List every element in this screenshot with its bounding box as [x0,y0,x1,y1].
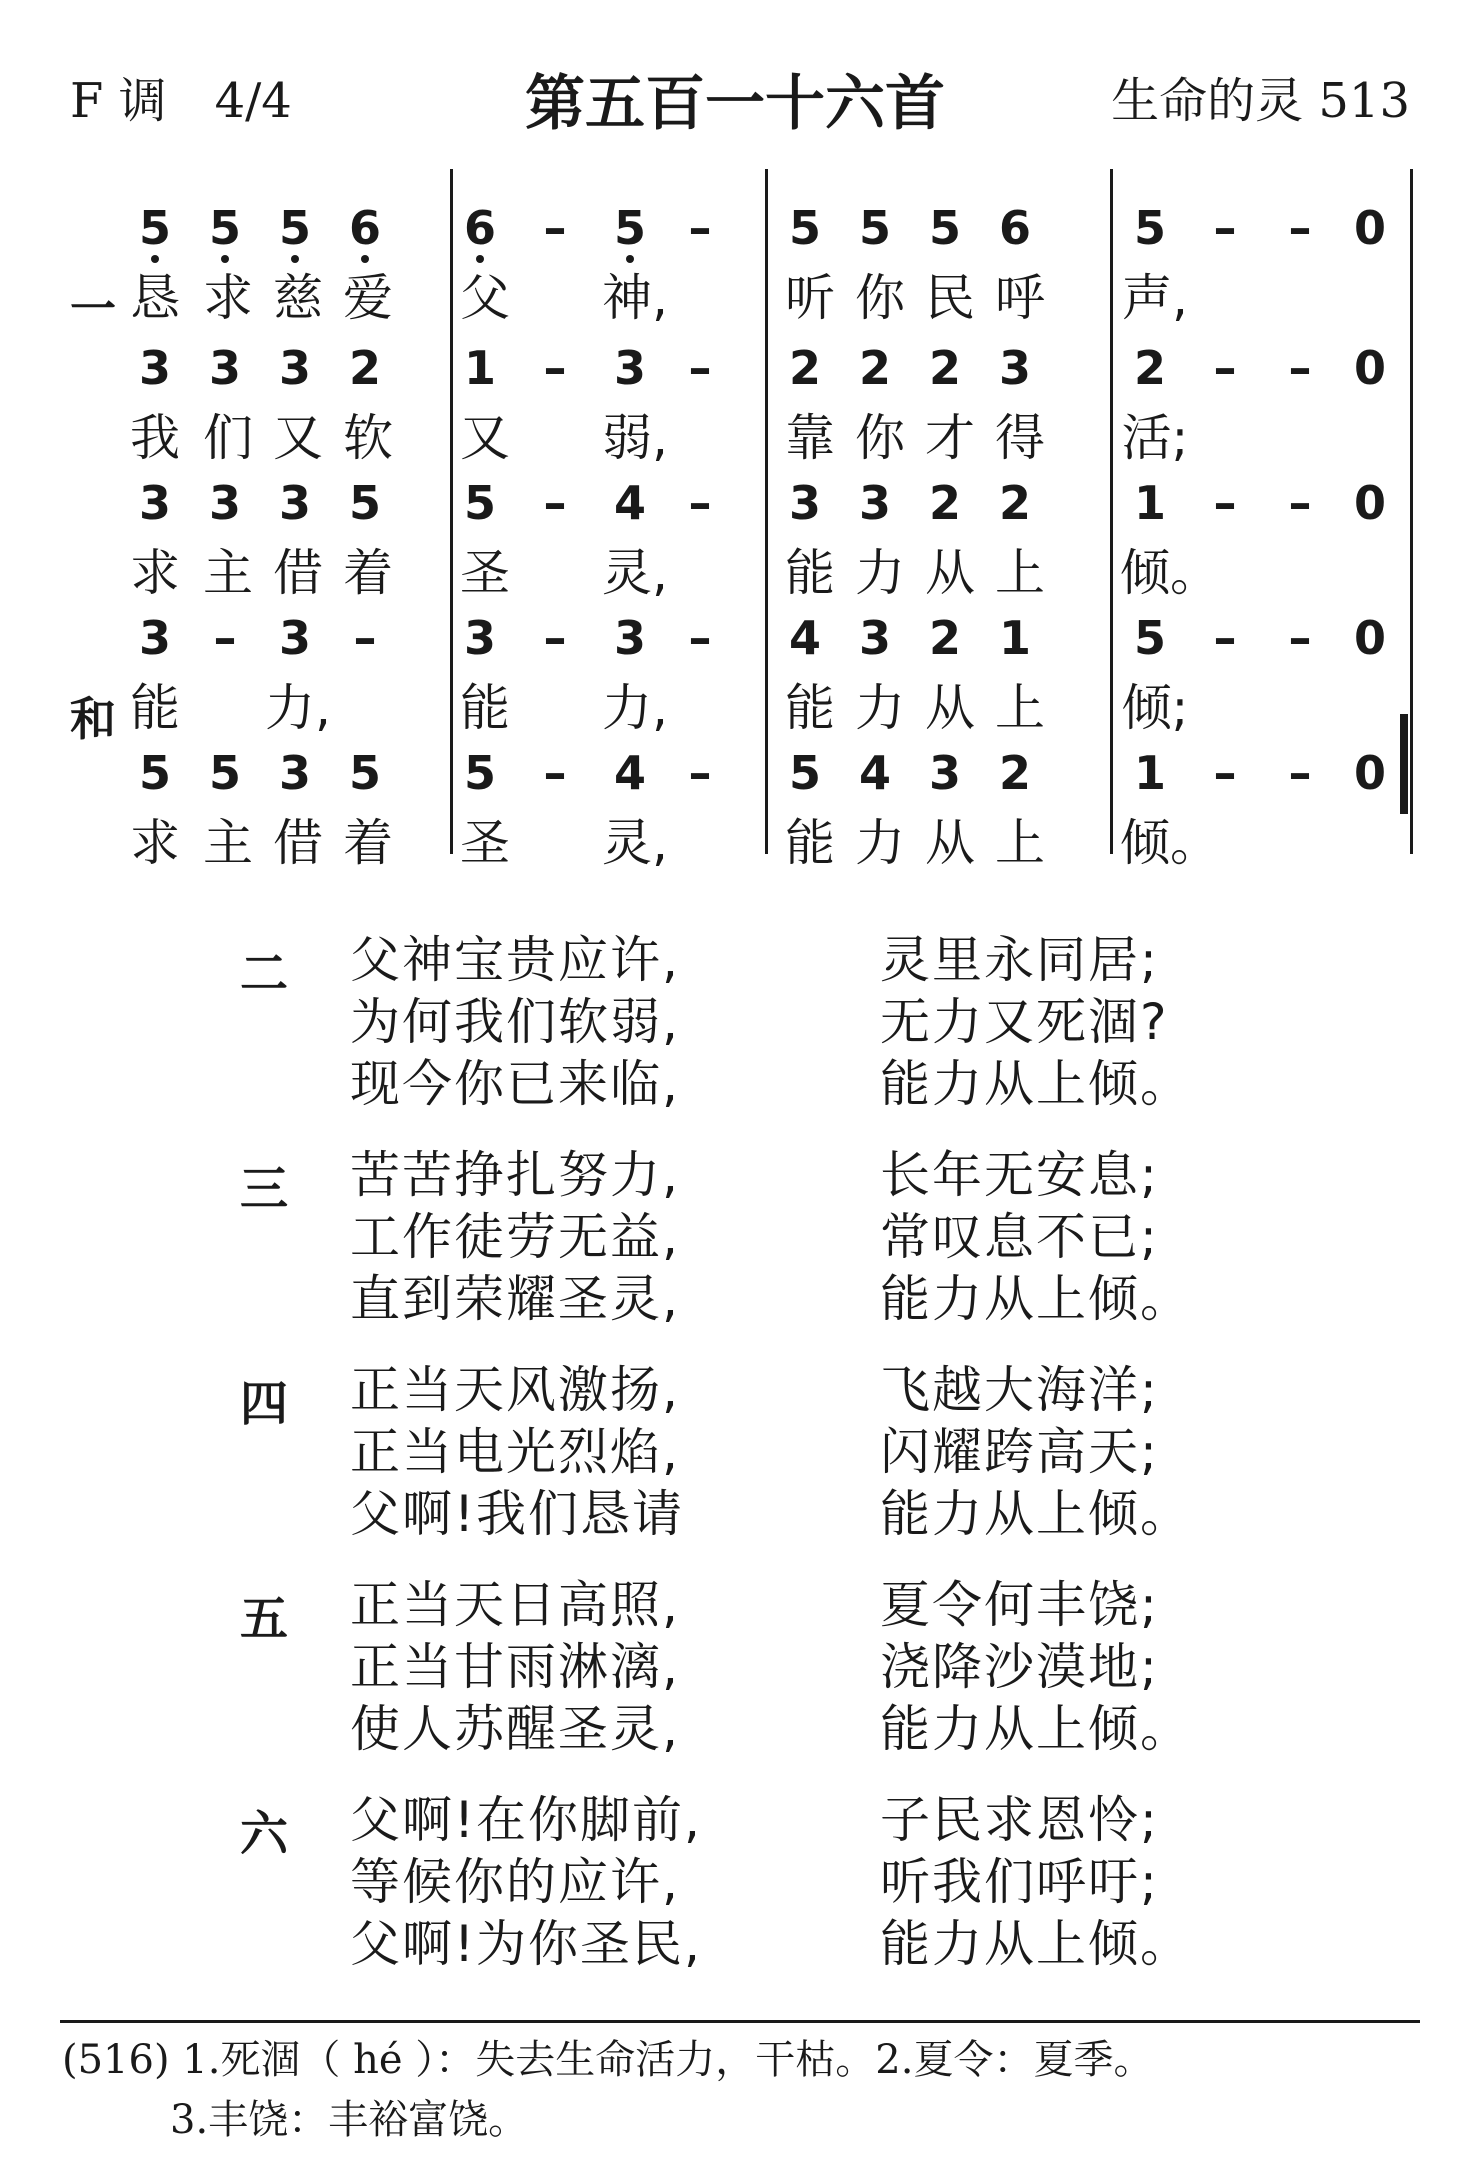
verse-line: 为何我们软弱, [350,993,680,1051]
verse-number: 二 [240,946,289,1002]
note: 3 [278,611,311,665]
lyric-syllable: 又 [460,409,510,467]
note: – [543,476,567,530]
note: – [1213,746,1237,800]
note: 5 [138,746,171,800]
row-label: 一 [70,282,116,336]
note: 3 [998,341,1031,395]
lyric-syllable: 民 [925,269,975,327]
note: 3 [928,746,961,800]
lyric-syllable: 爱 [343,269,393,327]
note: 2 [788,341,821,395]
note: 0 [1353,476,1386,530]
verse-number: 五 [240,1591,289,1647]
bar-line [1110,309,1113,449]
note: 3 [278,476,311,530]
note: 5 [788,746,821,800]
verse-line: 夏令何丰饶; [880,1576,1159,1634]
note: – [688,746,712,800]
note: 3 [278,341,311,395]
lyric-syllable: 主 [203,814,253,872]
lyric-syllable: 灵, [602,814,668,872]
note: – [1288,341,1312,395]
note: 3 [138,476,171,530]
note: 3 [138,611,171,665]
lower-octave-dot [626,255,634,263]
lyric-syllable: 靠 [785,409,835,467]
bar-line [1410,169,1413,309]
lyric-syllable: 才 [925,409,975,467]
lyric-syllable: 力, [265,679,331,737]
note: 5 [1133,201,1166,255]
bar-line [1410,579,1413,719]
verse-line: 正当天风激扬, [350,1361,680,1419]
lyric-syllable: 得 [995,409,1045,467]
lyric-syllable: 力 [855,814,905,872]
note: 0 [1353,611,1386,665]
note: 5 [278,201,311,255]
note: 3 [788,476,821,530]
note: 5 [208,746,241,800]
lyric-syllable: 慈 [273,269,323,327]
lyric-syllable: 着 [343,814,393,872]
lyric-syllable: 能 [785,814,835,872]
bar-line [1410,714,1413,854]
note: 5 [613,201,646,255]
note: 2 [998,476,1031,530]
verse-line: 浇降沙漠地; [880,1638,1159,1696]
lyric-syllable: 神, [602,269,668,327]
note: 3 [858,476,891,530]
lyric-syllable: 听 [785,269,835,327]
lower-octave-dot [291,255,299,263]
verse-line: 常叹息不已; [880,1208,1159,1266]
verse-line: 正当甘雨淋漓, [350,1638,680,1696]
note: 2 [348,341,381,395]
lyric-syllable: 从 [925,814,975,872]
verse-line: 父啊!在你脚前, [350,1791,702,1849]
note: – [1288,746,1312,800]
verse-line: 闪耀跨高天; [880,1423,1159,1481]
note: 5 [348,476,381,530]
note: 5 [858,201,891,255]
bar-line [765,444,768,584]
lyric-syllable: 力 [855,679,905,737]
verse-line: 现今你已来临, [350,1055,680,1113]
final-bar-line [1400,714,1408,814]
lyric-syllable: 又 [273,409,323,467]
note: 1 [1133,746,1166,800]
note: – [543,611,567,665]
footnote-line-1: (516) 1.死涸（ hé ）：失去生命活力，干枯。2.夏令：夏季。 [62,2037,1154,2083]
note: 5 [463,746,496,800]
note: – [543,201,567,255]
lyric-syllable: 我 [130,409,180,467]
note: 1 [1133,476,1166,530]
note: – [688,341,712,395]
note: 4 [613,746,646,800]
note: 5 [208,201,241,255]
lyric-syllable: 能 [130,679,180,737]
footnote-rule [60,2020,1420,2023]
note: 6 [348,201,381,255]
note: – [1288,611,1312,665]
lower-octave-dot [476,255,484,263]
note: 2 [928,341,961,395]
verse-line: 无力又死涸? [880,993,1169,1051]
bar-line [1410,309,1413,449]
note: 5 [788,201,821,255]
lyric-syllable: 从 [925,679,975,737]
lower-octave-dot [221,255,229,263]
note: 4 [858,746,891,800]
note: 3 [278,746,311,800]
verse-line: 长年无安息; [880,1146,1159,1204]
note: – [543,746,567,800]
verse-line: 能力从上倾。 [880,1700,1192,1758]
lyric-syllable: 主 [203,544,253,602]
note: 3 [613,341,646,395]
lyric-syllable: 软 [343,409,393,467]
lyric-syllable: 们 [203,409,253,467]
note: 2 [858,341,891,395]
verse-number: 六 [240,1806,289,1862]
note: 6 [998,201,1031,255]
verse-line: 能力从上倾。 [880,1270,1192,1328]
lyric-syllable: 圣 [460,814,510,872]
lyric-syllable: 你 [855,269,905,327]
verse-line: 子民求恩怜; [880,1791,1159,1849]
bar-line [1110,579,1113,719]
verse-line: 父啊!为你圣民, [350,1915,702,1973]
note: 3 [138,341,171,395]
note: – [1213,341,1237,395]
verse-line: 能力从上倾。 [880,1485,1192,1543]
note: 2 [928,611,961,665]
lyric-syllable: 求 [130,544,180,602]
lower-octave-dot [361,255,369,263]
note: 0 [1353,746,1386,800]
verse-line: 直到荣耀圣灵, [350,1270,680,1328]
note: – [1213,476,1237,530]
lyric-syllable: 倾; [1121,679,1189,737]
note: – [213,611,237,665]
lyric-syllable: 着 [343,544,393,602]
lyric-syllable: 能 [460,679,510,737]
key-and-time-signature: F 调 4/4 [70,73,292,129]
verse-line: 听我们呼吁; [880,1853,1159,1911]
note: 0 [1353,201,1386,255]
verse-line: 父神宝贵应许, [350,931,680,989]
lyric-syllable: 力, [602,679,668,737]
note: 1 [463,341,496,395]
lyric-syllable: 能 [785,679,835,737]
note: 5 [138,201,171,255]
footnote-line-2: 3.丰饶：丰裕富饶。 [170,2097,529,2143]
bar-line [765,714,768,854]
note: 1 [998,611,1031,665]
lyric-syllable: 求 [203,269,253,327]
verse-line: 灵里永同居; [880,931,1159,989]
note: – [1288,201,1312,255]
note: 3 [208,341,241,395]
lyric-syllable: 力 [855,544,905,602]
note: 3 [208,476,241,530]
bar-line [1110,169,1113,309]
note: 6 [463,201,496,255]
lyric-syllable: 上 [995,544,1045,602]
note: 5 [348,746,381,800]
lyric-syllable: 求 [130,814,180,872]
note: 5 [463,476,496,530]
note: – [688,201,712,255]
lyric-syllable: 借 [273,814,323,872]
note: – [1288,476,1312,530]
row-label: 和 [70,692,116,746]
verse-line: 能力从上倾。 [880,1915,1192,1973]
lyric-syllable: 上 [995,814,1045,872]
lyric-syllable: 弱, [602,409,668,467]
lyric-syllable: 借 [273,544,323,602]
note: – [688,611,712,665]
lyric-syllable: 倾。 [1120,814,1220,872]
hymn-source: 生命的灵 513 [1111,73,1410,129]
lyric-syllable: 你 [855,409,905,467]
note: 5 [928,201,961,255]
note: – [353,611,377,665]
verse-line: 正当电光烈焰, [350,1423,680,1481]
bar-line [1110,444,1113,584]
note: – [1213,201,1237,255]
lyric-syllable: 活; [1121,409,1189,467]
bar-line [1410,444,1413,584]
lyric-syllable: 父 [460,269,510,327]
lyric-syllable: 圣 [460,544,510,602]
verse-line: 等候你的应许, [350,1853,680,1911]
verse-number: 三 [240,1161,289,1217]
lyric-syllable: 恳 [130,269,180,327]
lower-octave-dot [151,255,159,263]
lyric-syllable: 上 [995,679,1045,737]
note: – [543,341,567,395]
hymn-title: 第五百一十六首 [525,69,945,139]
note: 4 [613,476,646,530]
verse-line: 飞越大海洋; [880,1361,1159,1419]
lyric-syllable: 呼 [995,269,1045,327]
note: 2 [1133,341,1166,395]
lyric-syllable: 能 [785,544,835,602]
note: – [688,476,712,530]
note: 5 [1133,611,1166,665]
verse-line: 苦苦挣扎努力, [350,1146,680,1204]
note: – [1213,611,1237,665]
verse-line: 父啊!我们恳请 [350,1485,685,1543]
note: 2 [928,476,961,530]
bar-line [1110,714,1113,854]
note: 2 [998,746,1031,800]
bar-line [765,169,768,309]
verse-line: 使人苏醒圣灵, [350,1700,680,1758]
lyric-syllable: 声, [1122,269,1188,327]
note: 3 [613,611,646,665]
verse-number: 四 [240,1376,289,1432]
note: 0 [1353,341,1386,395]
verse-line: 正当天日高照, [350,1576,680,1634]
lyric-syllable: 倾。 [1120,544,1220,602]
verse-line: 工作徒劳无益, [350,1208,680,1266]
note: 3 [463,611,496,665]
note: 3 [858,611,891,665]
bar-line [765,309,768,449]
verse-line: 能力从上倾。 [880,1055,1192,1113]
note: 4 [788,611,821,665]
bar-line [765,579,768,719]
lyric-syllable: 从 [925,544,975,602]
lyric-syllable: 灵, [602,544,668,602]
